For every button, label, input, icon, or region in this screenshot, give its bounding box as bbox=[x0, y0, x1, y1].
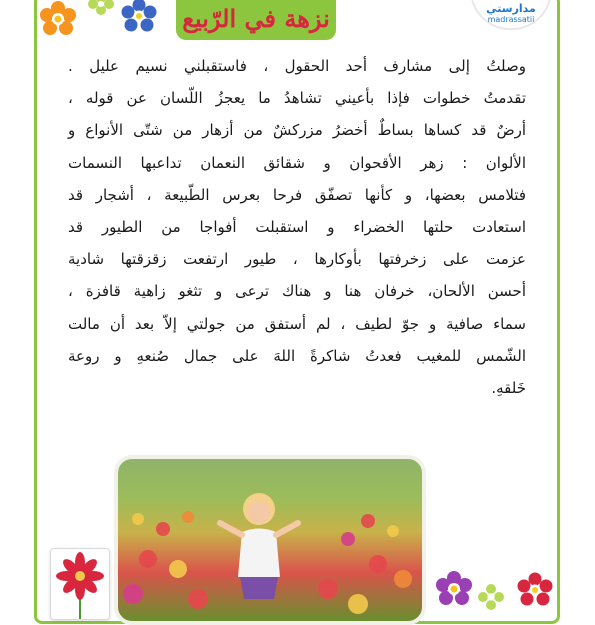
lime-flower-icon bbox=[478, 584, 504, 610]
story-line: الألوان : زهر الأقحوان و شقائق النعمان تداعبها النسمات bbox=[68, 153, 526, 172]
title-banner bbox=[176, 0, 336, 40]
tulip-field-photo bbox=[114, 455, 426, 625]
story-text bbox=[68, 50, 526, 404]
story-line: أحسن الألحان، خرفان هنا و هناك ترعى و تثغو زاهية قافزة ، bbox=[68, 282, 526, 301]
page-title: نزهة في الرّبيع bbox=[182, 3, 330, 33]
story-line: عزمت على زخرفتها بأوكارها ، طيور ارتفعت زقزقتها شادية bbox=[68, 250, 526, 269]
purple-flower-icon bbox=[434, 570, 474, 610]
story-line: استعادت حلتها الخضراء و استقبلت أفواجا من الطيور قد bbox=[68, 218, 526, 237]
story-line: تقدمتُ خطوات فإذا بأعيني تشاهدُ ما يعجزُ اللّسان عن قوله ، bbox=[68, 89, 526, 108]
logo-text-latin: madrassatii bbox=[487, 15, 535, 24]
story-line: أرضٌ قد كساها بساطٌ أخضرُ مزركشٌ من أزهار من شتّى الأنواع و bbox=[68, 121, 526, 140]
story-line: خَلقهِ. bbox=[491, 379, 526, 398]
child-figure bbox=[214, 487, 304, 625]
orange-flower-icon bbox=[38, 0, 78, 40]
story-line: فتلامس بعضها، و كأنها تصفّق فرحا بعرس الطّبيعة ، أشجار قد bbox=[68, 185, 526, 204]
story-line: وصلتُ إلى مشارف أحد الحقول ، فاستقبلني نسيم عليل . bbox=[68, 57, 526, 75]
logo-text-arabic: مدارستي bbox=[486, 2, 536, 15]
red-flower-icon bbox=[51, 549, 109, 619]
blue-flower-icon bbox=[120, 0, 158, 36]
green-flower-icon bbox=[88, 0, 114, 16]
story-line: الشّمس للمغيب فعدتُ شاكرةً اللهَ على جمال صُنعهِ و روعة bbox=[68, 346, 526, 365]
red-flower-small-icon bbox=[516, 572, 554, 610]
story-line: سماء صافية و جوّ لطيف ، لم أستفق من جولتي إلاّ بعد أن مالت bbox=[68, 314, 526, 333]
flower-card bbox=[50, 548, 110, 620]
